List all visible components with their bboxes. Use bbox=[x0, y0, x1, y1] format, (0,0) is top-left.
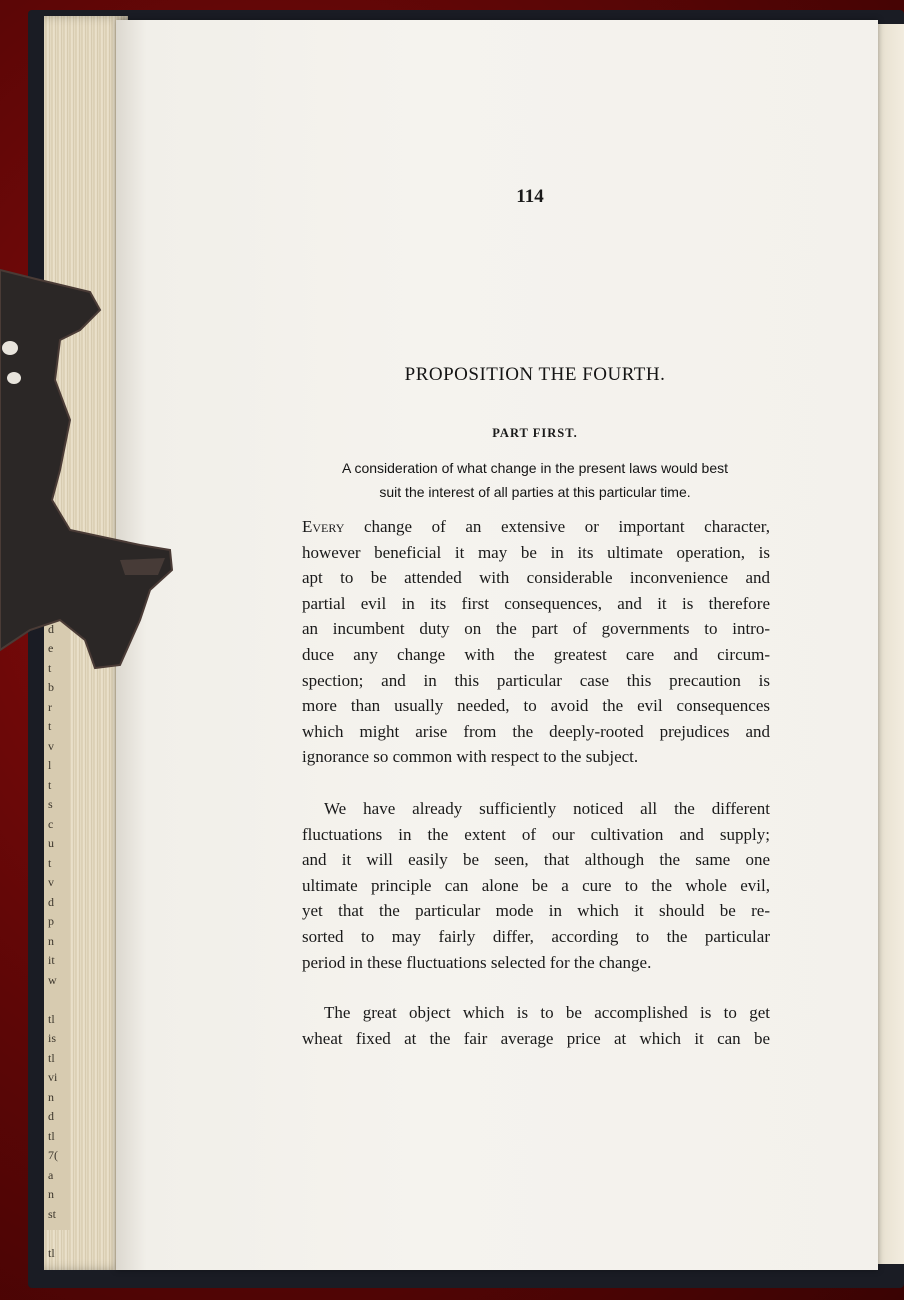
margin-fragment: st bbox=[48, 1206, 57, 1221]
margin-fragment: s bbox=[48, 797, 53, 811]
margin-fragment: 7( bbox=[48, 1148, 58, 1162]
margin-fragment: l bbox=[48, 758, 52, 772]
metal-bookmark-clip bbox=[0, 270, 180, 670]
text-line: however beneficial it may be in its ultimate operation, is bbox=[302, 542, 770, 562]
paragraph-2 bbox=[302, 796, 770, 975]
margin-fragment bbox=[48, 990, 70, 1010]
margin-fragment: tl bbox=[48, 1011, 55, 1026]
margin-fragment: n bbox=[48, 1187, 54, 1201]
margin-fragment: is bbox=[48, 1031, 57, 1045]
paragraph-1 bbox=[302, 514, 770, 770]
margin-fragment: tl bbox=[48, 1050, 55, 1065]
margin-fragment: b bbox=[48, 680, 54, 694]
summary-line: A consideration of what change in the present laws would best bbox=[341, 460, 729, 476]
text-line: and it will easily be seen, that although the same one bbox=[302, 850, 770, 870]
text-line: yet that the particular mode in which it should be re- bbox=[302, 901, 770, 921]
margin-fragment: w bbox=[48, 972, 57, 987]
text-line: partial evil in its first consequences, and it is therefore bbox=[302, 593, 770, 613]
margin-fragment: c bbox=[48, 816, 54, 831]
text-line: ignorance so common with respect to the subject. bbox=[302, 747, 639, 767]
summary-line: suit the interest of all parties at this particular time. bbox=[379, 484, 691, 500]
margin-fragment: it bbox=[48, 953, 55, 967]
text-line: duce any change with the greatest care and circum- bbox=[302, 644, 770, 664]
margin-fragment: d bbox=[48, 1109, 54, 1123]
margin-fragment: tl bbox=[48, 1128, 55, 1143]
text-line: fluctuations in the extent of our cultivation and supply; bbox=[302, 824, 770, 844]
text-line: wheat fixed at the fair average price at which it can be bbox=[302, 1028, 770, 1048]
text-line: period in these fluctuations selected for the change. bbox=[302, 952, 652, 972]
text-line: more than usually needed, to avoid the evil consequences bbox=[302, 696, 770, 716]
margin-fragment: u bbox=[48, 836, 54, 850]
margin-fragment: a bbox=[48, 1167, 54, 1182]
previous-page-margin-text bbox=[44, 600, 70, 1260]
margin-fragment: n bbox=[48, 1089, 54, 1104]
paragraph-3 bbox=[302, 1000, 770, 1051]
text-line: apt to be attended with considerable inconvenience and bbox=[302, 568, 770, 588]
show-through-text bbox=[300, 228, 770, 253]
text-line: which might arise from the deeply-rooted prejudices and bbox=[302, 721, 770, 741]
margin-fragment: tl bbox=[48, 1245, 55, 1260]
chapter-summary bbox=[298, 456, 772, 504]
margin-fragment: t bbox=[48, 777, 52, 792]
margin-fragment: d bbox=[48, 894, 54, 909]
text-line: ultimate principle can alone be a cure to the whole evil, bbox=[302, 875, 770, 895]
margin-fragment: r bbox=[48, 699, 52, 714]
page-number: 114 bbox=[516, 186, 544, 207]
margin-fragment: p bbox=[48, 914, 54, 928]
margin-fragment: v bbox=[48, 738, 54, 753]
margin-fragment: d bbox=[48, 621, 54, 636]
margin-fragment: e bbox=[48, 641, 54, 655]
text-line: The great object which is to be accomplished is to get bbox=[324, 1003, 770, 1022]
margin-fragment: n bbox=[48, 933, 54, 948]
part-heading: PART FIRST. bbox=[492, 426, 578, 440]
margin-fragment: t bbox=[48, 660, 52, 675]
text-line: Every change of an extensive or important character, bbox=[302, 517, 770, 536]
margin-fragment bbox=[48, 1224, 70, 1244]
margin-fragment: t bbox=[48, 719, 52, 733]
margin-fragment: t bbox=[48, 855, 52, 870]
text-line: sorted to may fairly differ, according to the particular bbox=[302, 926, 770, 946]
lead-word: Every bbox=[302, 517, 345, 536]
text-line: an incumbent duty on the part of governments to intro- bbox=[302, 619, 770, 639]
margin-fragment: v bbox=[48, 875, 54, 889]
facing-page-edge bbox=[876, 24, 904, 1264]
margin-fragment: vi bbox=[48, 1070, 58, 1084]
chapter-title: PROPOSITION THE FOURTH. bbox=[404, 364, 666, 385]
text-line: We have already sufficiently noticed all the different bbox=[324, 799, 770, 818]
text-line: spection; and in this particular case this precaution is bbox=[302, 670, 770, 690]
